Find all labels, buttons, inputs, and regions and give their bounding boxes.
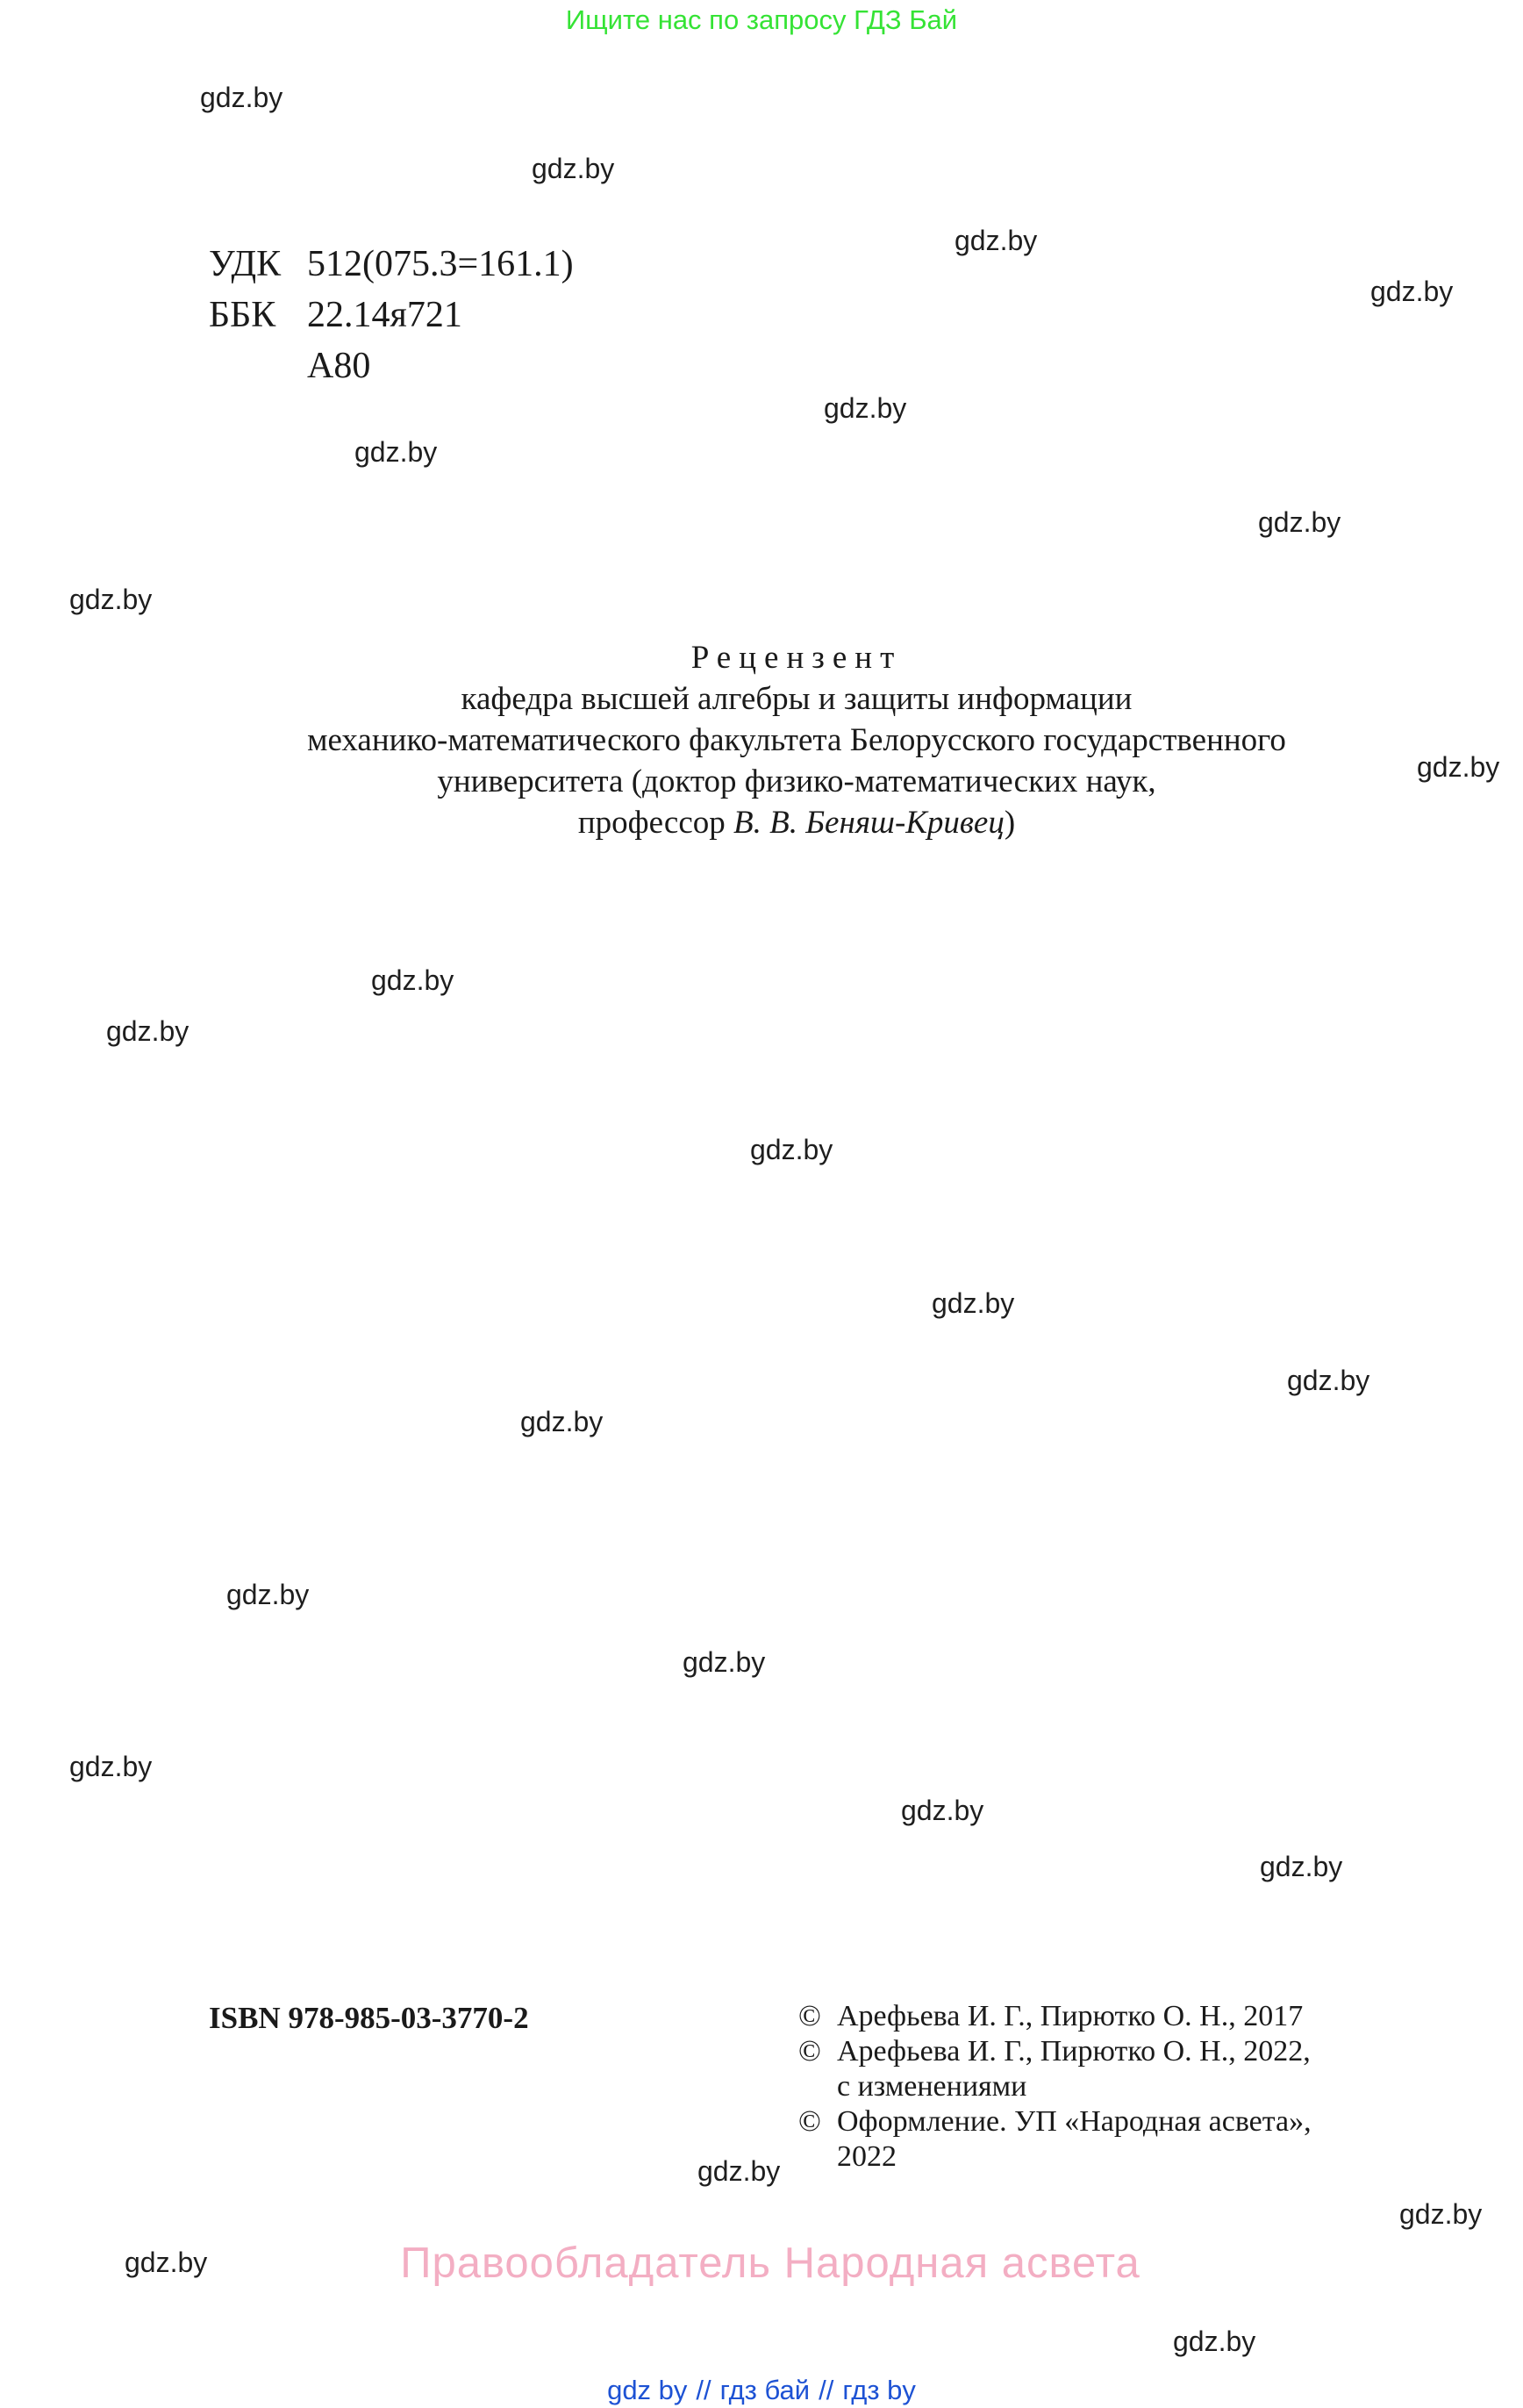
copyright-text: [837, 2034, 1311, 2104]
udk-value: 512(075.3=161.1): [307, 244, 574, 284]
copyright-symbol: ©: [798, 2105, 821, 2138]
watermark-text: gdz.by: [226, 1579, 310, 1610]
watermark-text: gdz.by: [750, 1134, 833, 1165]
watermark-text: gdz.by: [532, 153, 615, 184]
copyright-symbol: ©: [798, 2000, 821, 2032]
bbk-row: [209, 290, 574, 340]
copyright-entry: [798, 2034, 1312, 2104]
watermark-text: gdz.by: [69, 584, 153, 615]
watermark-text: gdz.by: [1258, 506, 1341, 538]
rights-holder-banner: Правообладатель Народная асвета: [400, 2240, 1140, 2287]
reviewer-heading: Рецензент: [690, 640, 903, 676]
copyright-line: 2022: [837, 2140, 897, 2173]
bbk-label: ББК: [209, 295, 276, 335]
watermark-text: gdz.by: [1417, 751, 1500, 783]
author-sign-value: А80: [307, 346, 371, 386]
professor-suffix: ): [1004, 805, 1016, 841]
professor-prefix: профессор: [577, 805, 734, 841]
watermark-text: gdz.by: [697, 2155, 781, 2187]
copyright-symbol: ©: [798, 2035, 821, 2068]
copyright-text: [837, 1999, 1303, 2034]
promo-banner: Ищите нас по запросу ГДЗ Бай: [565, 4, 958, 35]
watermark-text: gdz.by: [1399, 2198, 1483, 2230]
copyright-entry: [798, 2104, 1312, 2175]
copyright-entry: [798, 1999, 1312, 2034]
watermark-text: gdz.by: [354, 436, 438, 468]
watermark-text: gdz.by: [1287, 1365, 1370, 1396]
footer-link-gdz-by[interactable]: gdz by: [607, 2375, 688, 2405]
watermark-text: gdz.by: [955, 225, 1038, 256]
copyright-line: Арефьева И. Г., Пирютко О. Н., 2022,: [837, 2035, 1311, 2068]
watermark-text: gdz.by: [106, 1015, 189, 1047]
watermark-text: gdz.by: [371, 964, 454, 996]
reviewer-block: [228, 637, 1365, 843]
professor-name: В. В. Беняш-Кривец: [733, 805, 1005, 841]
watermark-text: gdz.by: [520, 1406, 604, 1437]
footer-link-gdz-bai[interactable]: гдз бай: [719, 2375, 811, 2405]
reviewer-line: кафедра высшей алгебры и защиты информации: [461, 681, 1133, 717]
reviewer-line: механико-математического факультета Белорусского государственного: [307, 722, 1286, 758]
watermark-text: gdz.by: [1173, 2326, 1256, 2357]
watermark-text: gdz.by: [824, 392, 907, 424]
watermark-text: gdz.by: [1370, 276, 1454, 307]
udk-row: [209, 239, 574, 290]
watermark-text: gdz.by: [1260, 1851, 1343, 1882]
watermark-text: gdz.by: [69, 1751, 153, 1782]
author-sign-label: [209, 340, 307, 391]
copyright-line: Оформление. УП «Народная асвета»,: [837, 2105, 1312, 2138]
watermark-text: gdz.by: [901, 1795, 984, 1826]
copyright-block: [798, 1999, 1312, 2175]
isbn-number: ISBN 978-985-03-3770-2: [209, 2001, 529, 2035]
copyright-text: [837, 2104, 1312, 2175]
classification-block: [209, 239, 574, 391]
reviewer-professor-line: [228, 802, 1365, 843]
footer-link-gdz-by-cyr[interactable]: гдз by: [842, 2375, 916, 2405]
footer-links: [0, 2375, 1523, 2406]
watermark-text: gdz.by: [683, 1646, 766, 1678]
watermark-text: gdz.by: [932, 1287, 1015, 1319]
watermark-text: gdz.by: [200, 82, 283, 113]
reviewer-line: университета (доктор физико-математических наук,: [437, 763, 1156, 799]
footer-link-separator: //: [696, 2375, 711, 2405]
copyright-line: Арефьева И. Г., Пирютко О. Н., 2017: [837, 2000, 1304, 2032]
author-sign-row: [209, 340, 574, 391]
bbk-value: 22.14я721: [307, 295, 462, 335]
watermark-text: gdz.by: [125, 2247, 208, 2278]
copyright-line: с изменениями: [837, 2070, 1027, 2103]
udk-label: УДК: [209, 244, 282, 284]
footer-link-separator: //: [819, 2375, 834, 2405]
